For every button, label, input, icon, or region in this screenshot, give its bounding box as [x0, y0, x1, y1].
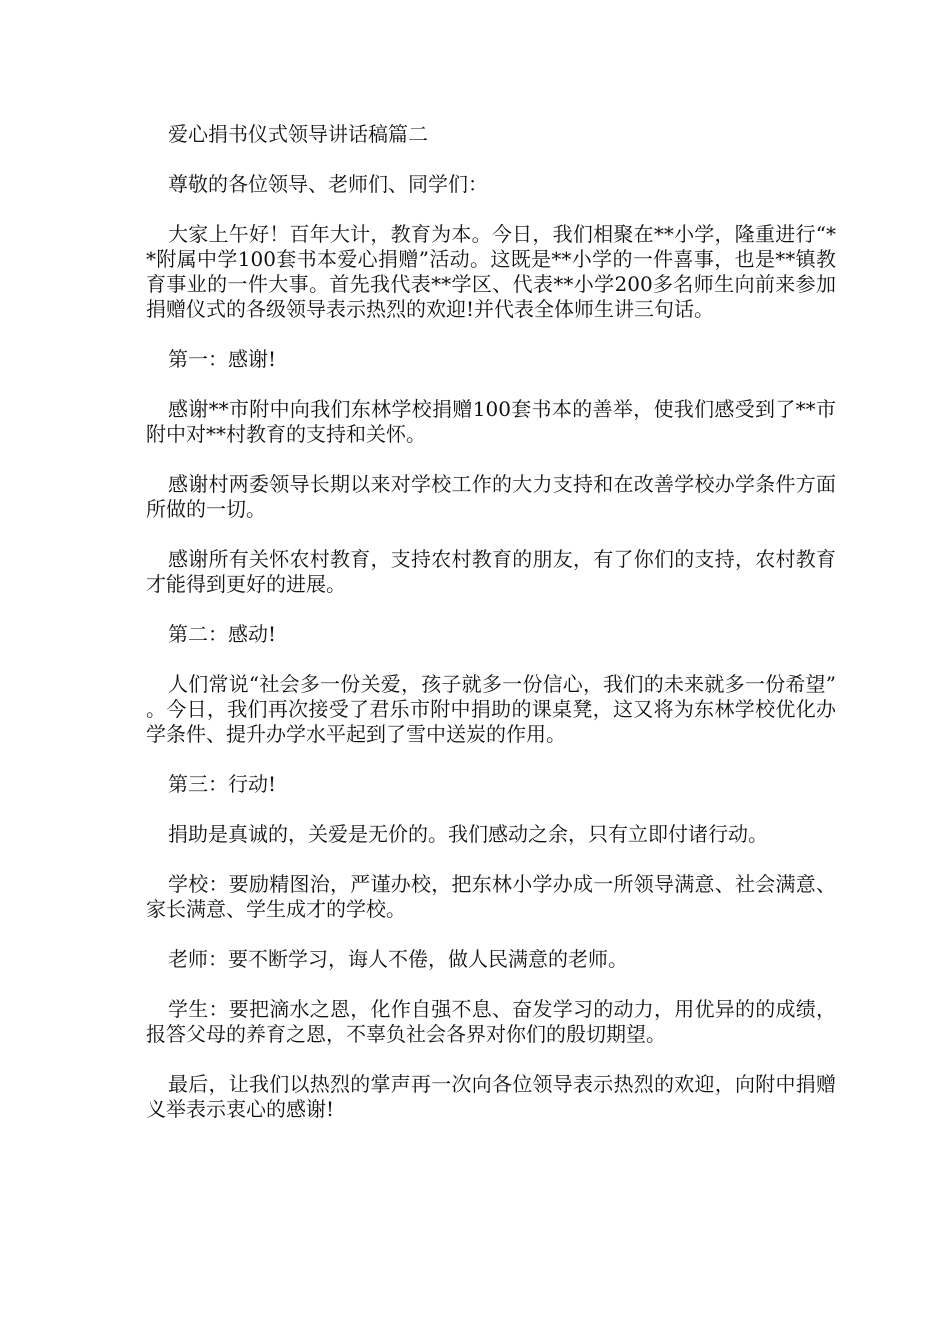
salutation: 尊敬的各位领导、老师们、同学们： — [168, 172, 488, 196]
paragraph-closing: 最后，让我们以热烈的掌声再一次向各位领导表示热烈的欢迎，向附中捐赠义举表示衷心的感谢! — [146, 1072, 836, 1121]
paragraph-action: 捐助是真诚的，关爱是无价的。我们感动之余，只有立即付诸行动。 — [168, 822, 768, 846]
section-heading-thanks: 第一：感谢! — [168, 347, 277, 371]
paragraph-thanks-1: 感谢**市附中向我们东林学校捐赠100套书本的善举，使我们感受到了**市附中对**村教育的支持和关怀。 — [146, 397, 836, 446]
paragraph-moved: 人们常说“社会多一份关爱，孩子就多一份信心，我们的未来就多一份希望” 。今日，我们再次接受了君乐市附中捐助的课桌凳，这又将为东林学校优化办学条件、提升办学水平起到了雪中送炭的作用。 — [146, 672, 836, 746]
paragraph-school: 学校：要励精图治，严谨办校，把东林小学办成一所领导满意、社会满意、家长满意、学生成才的学校。 — [146, 872, 836, 921]
section-heading-action: 第三：行动! — [168, 772, 277, 796]
paragraph-teachers: 老师：要不断学习，诲人不倦，做人民满意的老师。 — [168, 947, 628, 971]
section-heading-moved: 第二：感动! — [168, 622, 277, 646]
document-page — [146, 122, 836, 1147]
paragraph-thanks-2: 感谢村两委领导长期以来对学校工作的大力支持和在改善学校办学条件方面所做的一切。 — [146, 472, 836, 521]
paragraph-students: 学生：要把滴水之恩，化作自强不息、奋发学习的动力，用优异的的成绩，报答父母的养育之恩，不辜负社会各界对你们的殷切期望。 — [146, 997, 836, 1046]
paragraph-opening: 大家上午好！百年大计，教育为本。今日，我们相聚在**小学，隆重进行“**附属中学100套书本爱心捐赠”活动。这既是**小学的一件喜事，也是**镇教育事业的一件大事。首先我代表**学区、代表**小学200多名师生向前来参加捐赠仪式的各级领导表示热烈的欢迎!并代表全体师生讲三句话。 — [146, 222, 836, 321]
paragraph-thanks-3: 感谢所有关怀农村教育，支持农村教育的朋友，有了你们的支持，农村教育才能得到更好的进展。 — [146, 547, 836, 596]
document-title: 爱心捐书仪式领导讲话稿篇二 — [168, 122, 428, 146]
